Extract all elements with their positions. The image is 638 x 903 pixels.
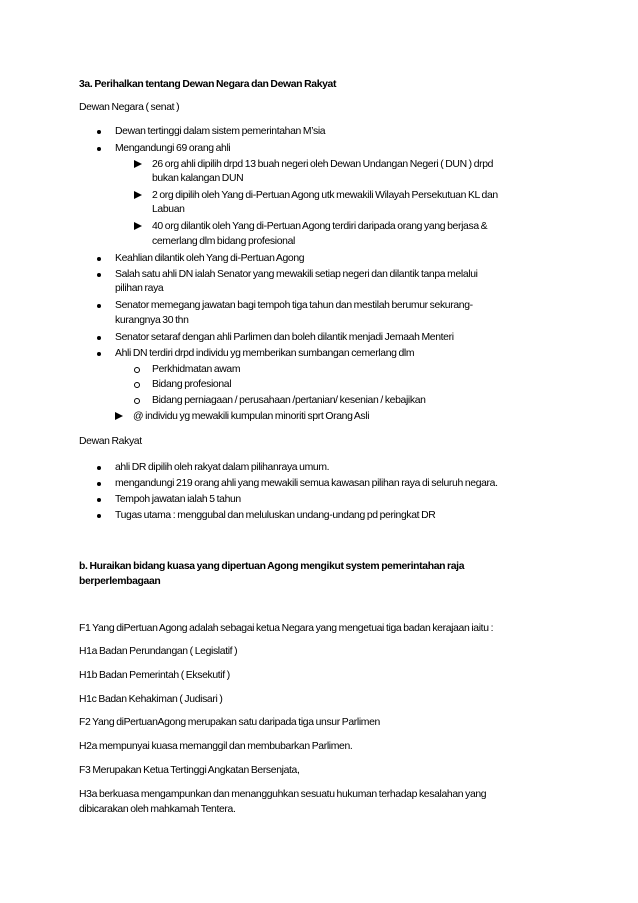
bullet-icon	[97, 268, 101, 281]
bullet-icon	[97, 461, 101, 474]
bullet-icon	[97, 331, 101, 344]
heading-b-line-1: b. Huraikan bidang kuasa yang dipertuan Agong mengikut system pemerintahan raja	[79, 561, 465, 572]
answer-f3: F3 Merupakan Ketua Tertinggi Angkatan Bersenjata,	[79, 765, 300, 776]
dn-bullet-4-line-1: Salah satu ahli DN ialah Senator yang mewakili setiap negeri dan dilantik tanpa melalui	[115, 269, 478, 280]
dn-circle-3: Bidang perniagaan / perusahaan /pertanian/ kesenian / kebajikan	[152, 395, 426, 406]
answer-h1a: H1a Badan Perundangan ( Legislatif )	[79, 646, 238, 657]
dewan-negara-title: Dewan Negara ( senat )	[79, 102, 180, 113]
dn-sub-3-line-2: cemerlang dlm bidang profesional	[152, 236, 295, 247]
dr-bullet-3: Tempoh jawatan ialah 5 tahun	[115, 494, 241, 505]
circle-bullet-icon	[134, 394, 140, 408]
bullet-icon	[97, 347, 101, 360]
dn-bullet-3: Keahlian dilantik oleh Yang di-Pertuan Agong	[115, 253, 305, 264]
bullet-icon	[97, 509, 101, 522]
bullet-icon	[97, 142, 101, 155]
arrow-bullet-icon	[115, 410, 123, 424]
dn-sub-2-line-2: Labuan	[152, 204, 185, 215]
bullet-icon	[97, 252, 101, 265]
dn-sub-2-line-1: 2 org dipilih oleh Yang di-Pertuan Agong utk mewakili Wilayah Persekutuan KL dan	[152, 190, 498, 201]
bullet-icon	[97, 493, 101, 506]
dn-sub-4: @ individu yg mewakili kumpulan minoriti sprt Orang Asli	[133, 411, 370, 422]
bullet-icon	[97, 477, 101, 490]
dn-circle-2: Bidang profesional	[152, 379, 232, 390]
answer-h2a: H2a mempunyai kuasa memanggil dan membubarkan Parlimen.	[79, 741, 353, 752]
dn-sub-3-line-1: 40 org dilantik oleh Yang di-Pertuan Agong terdiri daripada orang yang berjasa &	[152, 221, 488, 232]
dn-bullet-5-line-1: Senator memegang jawatan bagi tempoh tiga tahun dan mestilah berumur sekurang-	[115, 300, 473, 311]
answer-h3a-line-2: dibicarakan oleh mahkamah Tentera.	[79, 804, 236, 815]
answer-h1c: H1c Badan Kehakiman ( Judisari )	[79, 694, 223, 705]
dn-bullet-7: Ahli DN terdiri drpd individu yg memberikan sumbangan cemerlang dlm	[115, 348, 415, 359]
answer-f1: F1 Yang diPertuan Agong adalah sebagai ketua Negara yang mengetuai tiga badan kerajaan iaitu :	[79, 623, 494, 634]
dr-bullet-2: mengandungi 219 orang ahli yang mewakili semua kawasan pilihan raya di seluruh negara.	[115, 478, 498, 489]
circle-bullet-icon	[134, 378, 140, 392]
arrow-bullet-icon	[134, 220, 142, 234]
circle-bullet-icon	[134, 363, 140, 377]
dr-bullet-4: Tugas utama : menggubal dan meluluskan undang-undang pd peringkat DR	[115, 510, 436, 521]
arrow-bullet-icon	[134, 158, 142, 172]
dn-bullet-5-line-2: kurangnya 30 thn	[115, 315, 189, 326]
heading-3a: 3a. Perihalkan tentang Dewan Negara dan Dewan Rakyat	[79, 79, 337, 90]
answer-f2: F2 Yang diPertuanAgong merupakan satu daripada tiga unsur Parlimen	[79, 717, 380, 728]
arrow-bullet-icon	[134, 189, 142, 203]
dn-bullet-6: Senator setaraf dengan ahli Parlimen dan boleh dilantik menjadi Jemaah Menteri	[115, 332, 454, 343]
dn-bullet-2: Mengandungi 69 orang ahli	[115, 143, 231, 154]
answer-h1b: H1b Badan Pemerintah ( Eksekutif )	[79, 670, 230, 681]
bullet-icon	[97, 299, 101, 312]
dn-bullet-1: Dewan tertinggi dalam sistem pemerintahan M’sia	[115, 126, 326, 137]
dn-sub-1-line-2: bukan kalangan DUN	[152, 173, 244, 184]
dr-bullet-1: ahli DR dipilih oleh rakyat dalam pilihanraya umum.	[115, 462, 330, 473]
bullet-icon	[97, 125, 101, 138]
answer-h3a-line-1: H3a berkuasa mengampunkan dan menangguhkan sesuatu hukuman terhadap kesalahan yang	[79, 789, 487, 800]
dewan-rakyat-title: Dewan Rakyat	[79, 436, 142, 447]
dn-bullet-4-line-2: pilihan raya	[115, 283, 164, 294]
heading-b-line-2: berperlembagaan	[79, 576, 161, 587]
dn-circle-1: Perkhidmatan awam	[152, 364, 241, 375]
dn-sub-1-line-1: 26 org ahli dipilih drpd 13 buah negeri oleh Dewan Undangan Negeri ( DUN ) drpd	[152, 159, 494, 170]
